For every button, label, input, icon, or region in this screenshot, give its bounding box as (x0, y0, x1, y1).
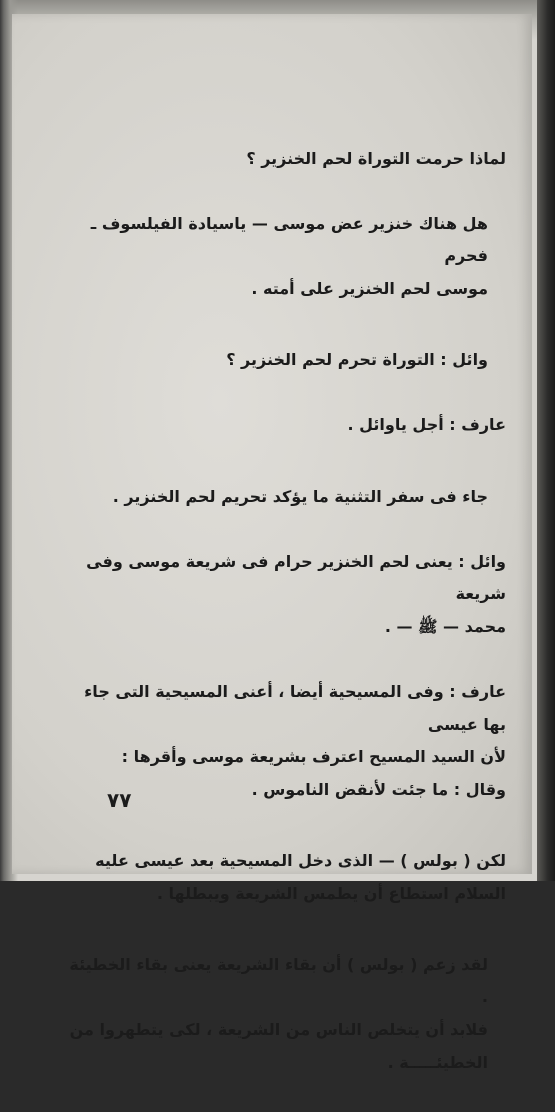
paragraph-1: هل هناك خنزير عض موسى — ياسيادة الفيلسوف ـ فحرم موسى لحم الخنزير على أمته . (90, 213, 488, 298)
body-text (60, 110, 506, 1112)
paragraph-3: عارف : أجل ياوائل . (347, 415, 506, 435)
paragraph-8: لقد زعم ( بولس ) أن بقاء الشريعة يعنى بقاء الخطيئة . فلابد أن يتخلص الناس من الشريعة ، لكى يتطهروا من الخطيئـــــة . (69, 954, 488, 1072)
book-spine-shadow (537, 0, 555, 881)
paragraph-2: وائل : التوراة تحرم لحم الخنزير ؟ (226, 350, 488, 370)
page-number: ٧٧ (107, 788, 132, 812)
question-heading: لماذا حرمت التوراة لحم الخنزير ؟ (246, 148, 506, 168)
paragraph-6: عارف : وفى المسيحية أيضا ، أعنى المسيحية التى جاء بها عيسى لأن السيد المسيح اعترف بشريعة موسى وأقرها : وقال : ما جئت لأنقض الناموس . (84, 682, 506, 799)
paragraph-7: لكن ( بولس ) — الذى دخل المسيحية بعد عيسى عليه السلام استطاع أن يطمس الشريعة ويبطلها . (95, 851, 506, 903)
paragraph-4: جاء فى سفر التثنية ما يؤكد تحريم لحم الخنزير . (112, 486, 488, 506)
paragraph-5: وائل : يعنى لحم الخنزير حرام فى شريعة موسى وفى شريعة محمد — ﷺ — . (86, 551, 506, 636)
